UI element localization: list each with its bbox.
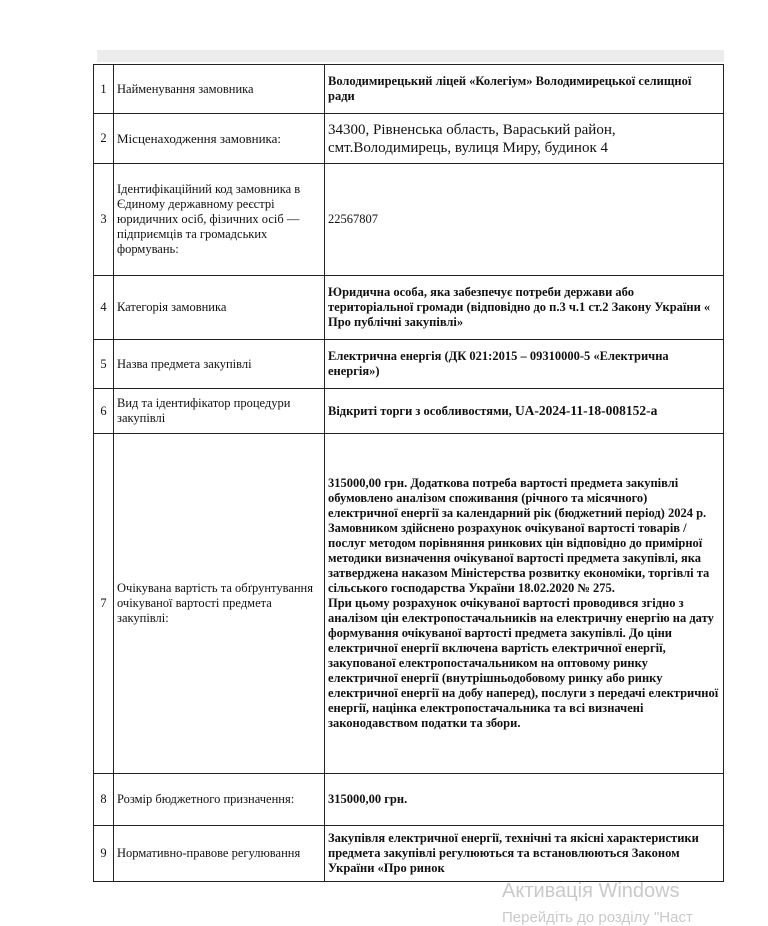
row-value: 22567807: [325, 164, 724, 276]
table-row: [94, 774, 724, 826]
row-label: Категорія замовника: [114, 276, 325, 340]
table-row: [94, 389, 724, 434]
procurement-table: [93, 64, 724, 882]
row-number: 3: [94, 164, 114, 276]
row-number: 1: [94, 65, 114, 114]
row-value: 315000,00 грн.: [325, 774, 724, 826]
row-value: Закупівля електричної енергії, технічні та якісні характеристики предмета закупівлі регулюються та встановлюються Законом України «Про ринок: [325, 826, 724, 882]
row-number: 4: [94, 276, 114, 340]
row-number: 5: [94, 340, 114, 389]
row-label: Найменування замовника: [114, 65, 325, 114]
row-number: 2: [94, 114, 114, 164]
row-label: Розмір бюджетного призначення:: [114, 774, 325, 826]
row-value: 34300, Рівненська область, Вараський район, смт.Володимирець, вулиця Миру, будинок 4: [325, 114, 724, 164]
row-label: Вид та ідентифікатор процедури закупівлі: [114, 389, 325, 434]
row-number: 8: [94, 774, 114, 826]
row-label: Нормативно-правове регулювання: [114, 826, 325, 882]
table-row: [94, 164, 724, 276]
row-value: Юридична особа, яка забезпечує потреби держави або територіальної громади (відповідно до п.3 ч.1 ст.2 Закону України « Про публічні закупівлі»: [325, 276, 724, 340]
table-row: [94, 114, 724, 164]
page-top-strip: [97, 50, 724, 62]
procedure-id: UA-2024-11-18-008152-a: [514, 403, 658, 418]
expected-cost-paragraph-1: 315000,00 грн. Додаткова потреба вартості предмета закупівлі обумовлено аналізом споживання (річного та місячного) електричної енергії за календарний рік (бюджетний період) 2024 р. Замовником здійснено розрахунок очікуваної вартості товарів / послуг методом порівняння ринкових цін відповідно до примірної методики визначення очікуваної вартості предмета закупівлі, яка затверджена наказом Міністерства розвитку економіки, торгівлі та сільського господарства України 18.02.2020 № 275.: [328, 476, 710, 595]
expected-cost-paragraph-2: При цьому розрахунок очікуваної вартості проводився згідно з аналізом цін електропостачальників на електричну енергію на дату формування очікуваної вартості предмета закупівлі. До ціни електричної енергії включена вартість електричної енергії, закупованої електропостачальником на оптовому ринку електричної енергії (внутрішньодобовому ринку або ринку електричної енергії на добу наперед), послуги з передачі електричної енергії, націнка електропостачальника та всі визначені законодавством податки та збори.: [328, 596, 719, 730]
table-row: [94, 434, 724, 774]
row-label: Місценаходження замовника:: [114, 114, 325, 164]
row-label: Назва предмета закупівлі: [114, 340, 325, 389]
row-value: [325, 434, 724, 774]
row-label: Очікувана вартість та обґрунтування очікуваної вартості предмета закупівлі:: [114, 434, 325, 774]
windows-activation-hint: Перейдіть до розділу "Наст: [502, 909, 693, 926]
table-row: [94, 340, 724, 389]
row-number: 6: [94, 389, 114, 434]
windows-activation-watermark: Активація Windows: [502, 880, 680, 902]
row-value: Володимирецький ліцей «Колегіум» Володимирецької селищної ради: [325, 65, 724, 114]
table-row: [94, 65, 724, 114]
row-label: Ідентифікаційний код замовника в Єдиному державному реєстрі юридичних осіб, фізичних осіб — підприємців та громадських формувань:: [114, 164, 325, 276]
row-value: [325, 389, 724, 434]
row-number: 7: [94, 434, 114, 774]
procedure-type: Відкриті торги з особливостями,: [328, 404, 512, 418]
row-number: 9: [94, 826, 114, 882]
table-row: [94, 276, 724, 340]
table-row: [94, 826, 724, 882]
row-value: Електрична енергія (ДК 021:2015 – 09310000-5 «Електрична енергія»): [325, 340, 724, 389]
